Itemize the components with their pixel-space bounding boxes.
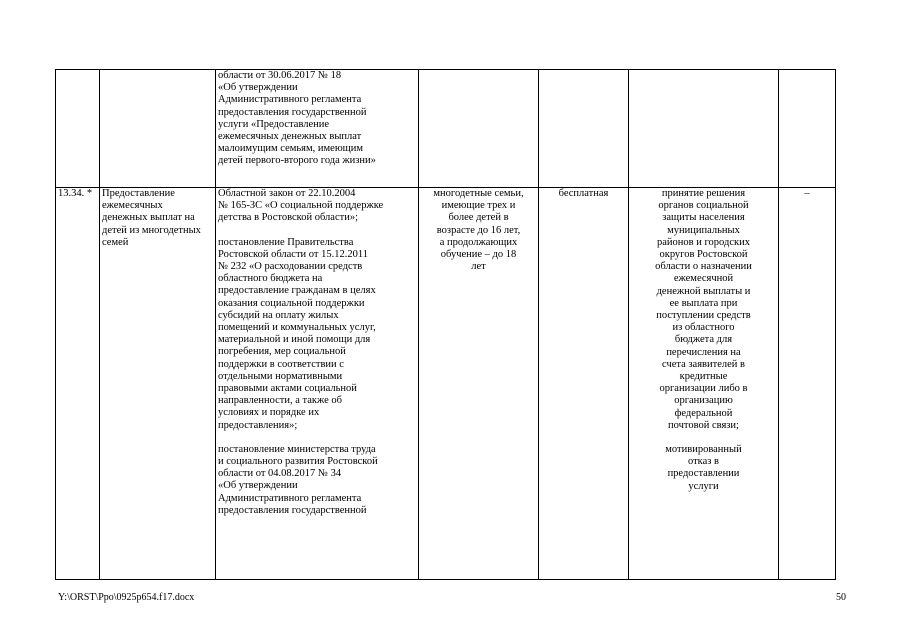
cost-cell: бесплатная — [539, 188, 629, 580]
page-number: 50 — [836, 592, 846, 603]
legal-paragraph: постановление Правительства Ростовской области от 15.12.2011 № 232 «О расходовании средств областного бюджета на предоставление гражданам в целях оказания социальной поддержки субсидий на оплату жилых помещений и коммунальных услуг, материальной и иной помощи для погребения, мер социальной поддержки в соответствии с отдельными нормативными правовыми актами социальной направленности, а также об условиях и порядке их предоставления»; — [218, 236, 376, 431]
result-cell — [629, 70, 779, 188]
row-number-cell: 13.34. * — [56, 188, 100, 580]
legal-paragraph: постановление министерства труда и социального развития Ростовской области от 04.08.2017 № 34 «Об утверждении Административного регламента предоставления государственной — [218, 443, 378, 516]
result-paragraph: мотивированный отказ в предоставлении услуги — [665, 444, 742, 492]
legal-paragraph: области от 30.06.2017 № 18 «Об утверждении Административного регламента предоставления государственной услуги «Предоставление ежемесячных денежных выплат малоимущим семьям, имеющим детей первого-второго года жизни» — [218, 70, 376, 167]
note-cell — [779, 70, 836, 188]
table-row — [56, 70, 836, 188]
legal-basis-cell — [216, 188, 419, 580]
table-row — [56, 188, 836, 580]
legal-paragraph: Областной закон от 22.10.2004 № 165-ЗС «О социальной поддержке детства в Ростовской области»; — [218, 188, 384, 224]
note-cell: – — [779, 188, 836, 580]
result-paragraph: принятие решения органов социальной защиты населения муниципальных районов и городских округов Ростовской области о назначении ежемесячной денежной выплаты и ее выплата при поступлении средств из областного бюджета для перечисления на счета заявителей в кредитные организации либо в организацию федеральной почтовой связи; — [655, 188, 752, 431]
cost-cell — [539, 70, 629, 188]
services-table — [55, 69, 836, 580]
service-name-cell: Предоставление ежемесячных денежных выплат на детей из многодетных семей — [100, 188, 216, 580]
service-name-cell — [100, 70, 216, 188]
row-number-cell — [56, 70, 100, 188]
footer-file-path: Y:\ORST\Ppo\0925p654.f17.docx — [58, 592, 195, 603]
result-cell — [629, 188, 779, 580]
recipients-cell: многодетные семьи, имеющие трех и более детей в возрасте до 16 лет, а продолжающих обучение – до 18 лет — [419, 188, 539, 580]
legal-basis-cell — [216, 70, 419, 188]
recipients-cell — [419, 70, 539, 188]
